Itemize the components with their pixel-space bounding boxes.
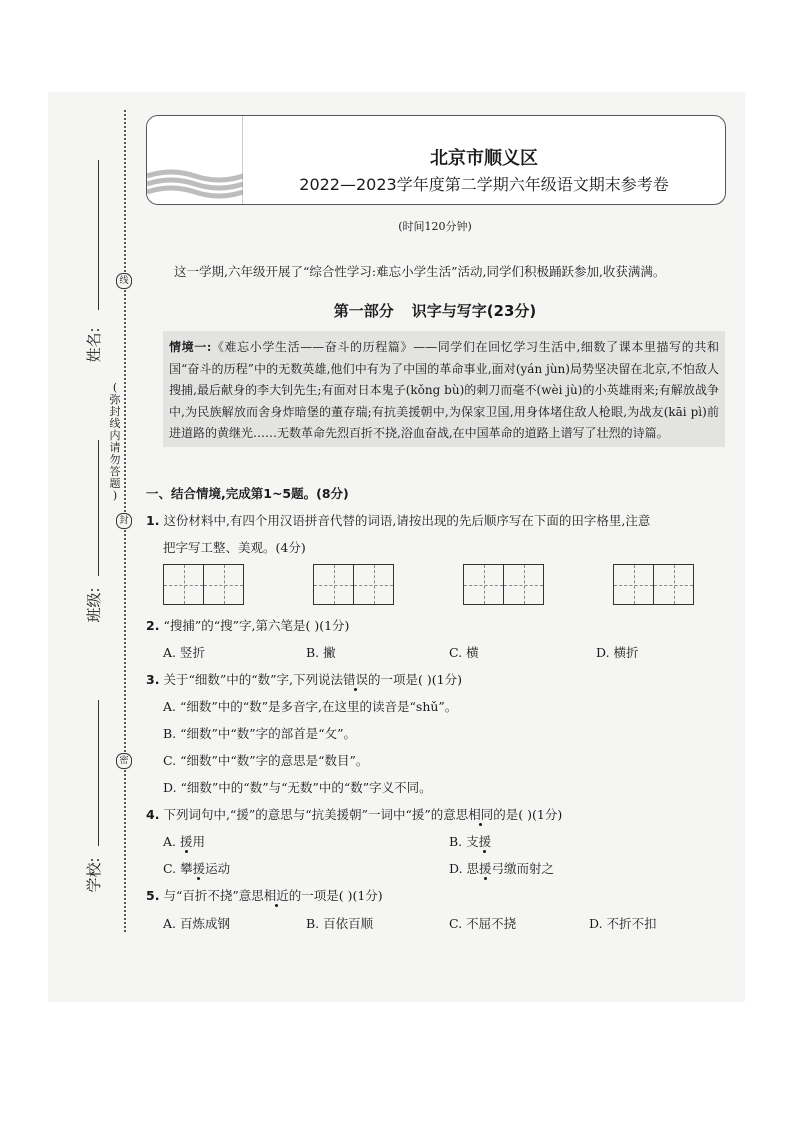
part-label: 第一部分 xyxy=(333,302,394,320)
question-2: 2. “搜捕”的“搜”字,第六笔是( )(1分) xyxy=(146,618,350,633)
tianzige-group-4 xyxy=(614,564,694,605)
option-a[interactable]: A. 竖折 xyxy=(163,645,205,660)
tianzige-cell[interactable] xyxy=(463,564,504,605)
part-name: 识字与写字(23分) xyxy=(411,302,537,320)
tianzige-cell[interactable] xyxy=(503,564,544,605)
time-note: (时间120分钟) xyxy=(398,220,472,233)
option-c[interactable]: C. 攀援运动 xyxy=(163,861,231,876)
question-number: 2. xyxy=(146,618,160,633)
part-title xyxy=(146,300,724,321)
exam-title: 2022—2023学年度第二学期六年级语文期末参考卷 xyxy=(299,175,669,194)
question-5: 5. 与“百折不挠”意思相近的一项是( )(1分) xyxy=(146,888,383,903)
emphasis-dots: 相近 xyxy=(263,888,289,903)
tianzige-cell[interactable] xyxy=(613,564,654,605)
seal-mark: 密 xyxy=(116,753,132,769)
binding-notice: ( 弥 封 线 内 请 勿 答 题 ) xyxy=(109,381,121,502)
question-1-line2: 把字写工整、美观。(4分) xyxy=(163,540,306,555)
option-b[interactable]: B. “细数”中“数”字的部首是“攵”。 xyxy=(163,726,356,741)
option-b[interactable]: B. 撇 xyxy=(306,645,336,660)
question-1: 1. 这份材料中,有四个用汉语拼音代替的词语,请按出现的先后顺序写在下面的田字格里,注意 xyxy=(146,513,651,528)
emphasis-dots: 错误 xyxy=(343,672,369,687)
tianzige-group-2 xyxy=(314,564,394,605)
question-number: 1. xyxy=(146,513,160,528)
option-b[interactable]: B. 百依百顺 xyxy=(306,916,374,931)
question-4: 4. 下列词句中,“援”的意思与“抗美援朝”一词中“援”的意思相同的是( )(1分) xyxy=(146,807,563,822)
option-c[interactable]: C. 不屈不挠 xyxy=(449,916,517,931)
tianzige-cell[interactable] xyxy=(353,564,394,605)
tianzige-group-1 xyxy=(164,564,244,605)
option-d[interactable]: D. 不折不扣 xyxy=(589,916,657,931)
option-a[interactable]: A. 援用 xyxy=(163,834,206,849)
question-number: 3. xyxy=(146,672,160,687)
school-field[interactable] xyxy=(98,700,99,846)
context-text: 《难忘小学生活——奋斗的历程篇》——同学们在回忆学习生活中,细数了课本里描写的共和国“奋斗的历程”中的无数英雄,他们中有为了中国的革命事业,面对(yán jùn)局势坚决留在北京,不怕敌人搜捕,最后献身的李大钊先生;有面对日本鬼子(kǒng bù)的刺刀而毫不(wèi jù)的小英雄雨来;有解放战争中,为民族解放而舍身炸暗堡的董存瑞;有抗美援朝中,为保家卫国,用身体堵住敌人枪眼,为战友(kāi pì)前进道路的黄继光……无数革命先烈百折不挠,浴血奋战,在中国革命的道路上谱写了壮烈的诗篇。 xyxy=(169,340,719,440)
option-c[interactable]: C. 横 xyxy=(449,645,479,660)
district-title: 北京市顺义区 xyxy=(430,148,538,169)
option-d[interactable]: D. 横折 xyxy=(596,645,639,660)
option-c[interactable]: C. “细数”中“数”字的意思是“数目”。 xyxy=(163,753,369,768)
section-heading: 一、结合情境,完成第1~5题。(8分) xyxy=(146,486,349,501)
tianzige-cell[interactable] xyxy=(203,564,244,605)
option-a[interactable]: A. “细数”中的“数”是多音字,在这里的读音是“shǔ”。 xyxy=(163,699,458,714)
class-field[interactable] xyxy=(98,440,99,576)
context-box xyxy=(163,331,725,447)
emphasis-dots: 相同 xyxy=(468,807,494,822)
tianzige-cell[interactable] xyxy=(653,564,694,605)
option-d[interactable]: D. “细数”中的“数”与“无数”中的“数”字义不同。 xyxy=(163,780,432,795)
seal-mark: 封 xyxy=(116,513,132,529)
school-label: 学校: xyxy=(85,857,103,893)
question-number: 5. xyxy=(146,888,160,903)
tianzige-group-3 xyxy=(464,564,544,605)
class-label: 班级: xyxy=(85,587,103,623)
intro-text: 这一学期,六年级开展了“综合性学习:难忘小学生活”活动,同学们积极踊跃参加,收获满满。 xyxy=(174,264,666,279)
title-box xyxy=(146,115,726,205)
wave-decoration xyxy=(147,116,243,204)
context-lead: 情境一: xyxy=(169,340,212,354)
tianzige-cell[interactable] xyxy=(313,564,354,605)
name-field[interactable] xyxy=(98,160,99,310)
option-b[interactable]: B. 支援 xyxy=(449,834,492,849)
option-d[interactable]: D. 思援弓缴而射之 xyxy=(449,861,555,876)
tianzige-cell[interactable] xyxy=(163,564,204,605)
seal-mark: 线 xyxy=(116,273,132,289)
name-label: 姓名: xyxy=(85,327,103,363)
question-number: 4. xyxy=(146,807,160,822)
option-a[interactable]: A. 百炼成钢 xyxy=(163,916,230,931)
question-3: 3. 关于“细数”中的“数”字,下列说法错误的一项是( )(1分) xyxy=(146,672,462,687)
